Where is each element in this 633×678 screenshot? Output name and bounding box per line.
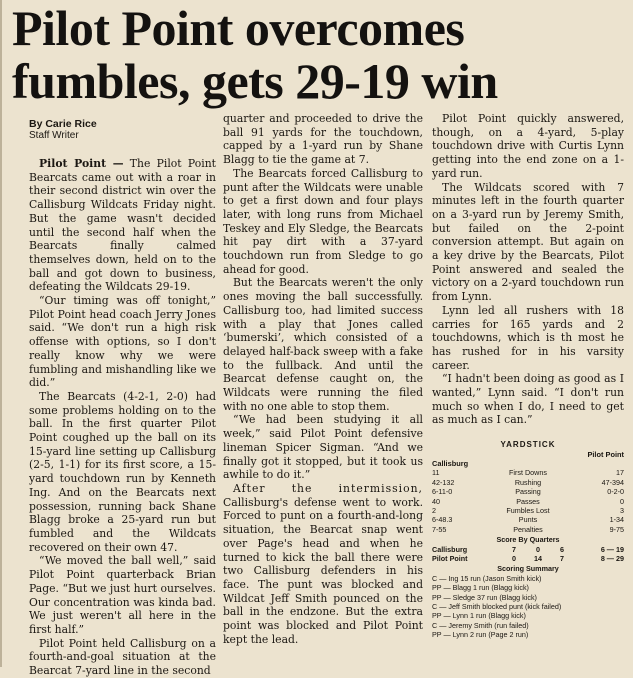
quarter-score: 0 (536, 544, 540, 554)
byline (29, 118, 97, 142)
article-column-2 (223, 112, 423, 646)
byline-author: By Carie Rice (29, 118, 97, 130)
stat-value-b: 0-2-0 (607, 487, 624, 497)
team-a-name: Callisburg (432, 459, 469, 469)
paragraph-lead: After the intermission, (233, 481, 423, 495)
stat-row (432, 478, 624, 487)
quarter-team: Pilot Point (432, 553, 468, 563)
stat-label: First Downs (509, 468, 547, 478)
headline-line-2: fumbles, gets 29-19 win (12, 53, 498, 109)
scoring-entry: PP — Sledge 37 run (Blagg kick) (432, 592, 537, 602)
quarter-score: 14 (534, 553, 542, 563)
scoring-entry: C — Ing 15 run (Jason Smith kick) (432, 573, 542, 583)
stat-value-b: 3 (620, 505, 624, 515)
quarter-total: 8 — 29 (600, 553, 624, 563)
stat-value-a: 6-11-0 (432, 487, 453, 497)
stat-row (432, 525, 624, 534)
article-paragraph: quarter and proceeded to drive the ball 91 yards for the touchdown, capped by a 1-yard run by Shane Blagg to tie the game at 7. (223, 112, 423, 167)
stat-value-a: 2 (432, 505, 436, 515)
headline (12, 2, 628, 108)
stat-label: Penalties (513, 524, 543, 534)
article-paragraph: “We had been studying it all week,” said Pilot Point defensive lineman Spicer Sigman. “And we finally got it stopped, but it took us awhile to do it.” (223, 413, 423, 482)
scoring-entry: PP — Blagg 1 run (Blagg kick) (432, 583, 529, 593)
article-paragraph: Lynn led all rushers with 18 carries for 165 yards and 2 touchdowns, which is th most he has rushed for in his varsity career. (432, 303, 624, 372)
quarter-score: 7 (512, 544, 516, 554)
article-paragraph: The Bearcats (4-2-1, 2-0) had some problems holding on to the ball. In the first quarter Pilot Point coughed up the ball on its 15-yard line setting up Callisburg (2-5, 1-1) for its first score, a 15-yard touchdown run by Kenneth Ing. And on the Bearcats next possession, running back Shane Blagg broke a 25-yard run but fumbled and the Wildcats recovered on their own 47. (29, 389, 216, 554)
scoring-entry: PP — Lynn 1 run (Blagg kick) (432, 611, 526, 621)
stat-row (432, 515, 624, 524)
quarter-score: 6 (560, 544, 564, 554)
stat-label: Rushing (514, 477, 542, 487)
article-paragraph: But the Bearcats weren't the only ones moving the ball successfully. Callisburg too, had limited success with a play that Jones called ‘bumerski’, which consisted of a delayed half-back sweep with a fake to the fullback. And until the Bearcat defense caught on, the Wildcats were running the filed with no one able to stop them. (223, 276, 423, 413)
stat-label: Passes (516, 496, 540, 506)
stat-value-a: 40 (432, 496, 440, 506)
yardstick-header (432, 450, 624, 468)
stat-value-b: 17 (616, 468, 624, 478)
stat-value-a: 11 (432, 468, 440, 478)
article-column-1 (29, 157, 216, 678)
yardstick-box (432, 440, 624, 640)
quarter-row (432, 545, 624, 554)
paragraph-text: Callisburg's defense went to work. Forced to punt on a fourth-and-long situation, the Bearcat snap went over Page's head and when he turned to kick the ball there were two Callisburg defenders in his face. The punt was blocked and Wildcat Jeff Smith pounced on the ball in the endzone. But the extra point was blocked and Pilot Point kept the lead. (223, 495, 423, 646)
article-paragraph: The Bearcats forced Callisburg to punt after the Wildcats were unable to get a first down and four plays later, with long runs from Michael Teskey and Ely Sledge, the Bearcats hit pay dirt with a 37-yard touchdown run from Sledge to go ahead for good. (223, 166, 423, 276)
article-paragraph: “We moved the ball well,” said Pilot Point quarterback Brian Page. “But we just hurt ourselves. Our concentration was kinda bad. We just weren't all here in the first half.” (29, 554, 216, 636)
dateline: Pilot Point — (39, 157, 124, 170)
article-column-3 (432, 112, 624, 427)
quarter-team: Callisburg (432, 544, 468, 554)
scoring-entry: PP — Lynn 2 run (Page 2 run) (432, 630, 529, 640)
article-paragraph: Pilot Point held Callisburg on a fourth-and-goal situation at the Bearcat 7-yard line in the second (29, 636, 216, 678)
stat-value-b: 47-394 (601, 477, 624, 487)
stat-value-b: 9-75 (609, 524, 624, 534)
stat-value-a: 42-132 (432, 477, 455, 487)
yardstick-title: YARDSTICK (500, 440, 556, 449)
stat-value-b: 1-34 (609, 515, 624, 525)
quarter-score: 7 (560, 553, 564, 563)
article-paragraph (29, 157, 216, 294)
stat-label: Passing (515, 487, 541, 497)
headline-line-1: Pilot Point overcomes (12, 0, 465, 56)
article-paragraph: “I hadn't been doing as good as I wanted,” Lynn said. “I don't run much so when I do, I need to get as much as I can.” (432, 372, 624, 427)
scoring-entry: C — Jeff Smith blocked punt (kick failed) (432, 601, 562, 611)
stat-row (432, 468, 624, 477)
scoring-entry: C — Jeremy Smith (run failed) (432, 620, 529, 630)
article-paragraph: “Our timing was off tonight,” Pilot Point head coach Jerry Jones said. “We don't run a high risk offense with options, so I don't really know why we were fumbling and mishandling like we did.” (29, 294, 216, 390)
stat-value-b: 0 (620, 496, 624, 506)
stat-value-a: 6-48.3 (432, 515, 453, 525)
quarter-row (432, 554, 624, 563)
team-b-name: Pilot Point (587, 450, 624, 460)
article-paragraph: The Wildcats scored with 7 minutes left in the fourth quarter on a 3-yard run by Jeremy Smith, but failed on the 2-point conversion attempt. But again on a key drive by the Bearcats, Pilot Point answered and sealed the victory on a 2-yard touchdown run from Lynn. (432, 180, 624, 304)
score-by-quarters-title: Score By Quarters (496, 535, 560, 545)
byline-role: Staff Writer (29, 130, 79, 141)
article-paragraph: Pilot Point quickly answered, though, on a 4-yard, 5-play touchdown drive with Curtis Lynn getting into the end zone on a 1-yard run. (432, 112, 624, 180)
scoring-summary-title: Scoring Summary (497, 564, 559, 574)
stat-row (432, 487, 624, 496)
stat-label: Fumbles Lost (506, 505, 550, 515)
quarter-score: 0 (512, 553, 516, 563)
paragraph-text: The Pilot Point Bearcats came out with a roar in their second district win over the Callisburg Wildcats Friday night. But the game wasn't decided until the second half when the Bearcats finally calmed themselves down, held on to the ball and got down to business, defeating the Wildcats 29-19. (29, 157, 216, 294)
quarter-total: 6 — 19 (600, 544, 624, 554)
stat-value-a: 7-55 (432, 524, 447, 534)
article-paragraph (223, 482, 423, 646)
stat-row (432, 497, 624, 506)
stat-row (432, 506, 624, 515)
stat-label: Punts (518, 515, 538, 525)
